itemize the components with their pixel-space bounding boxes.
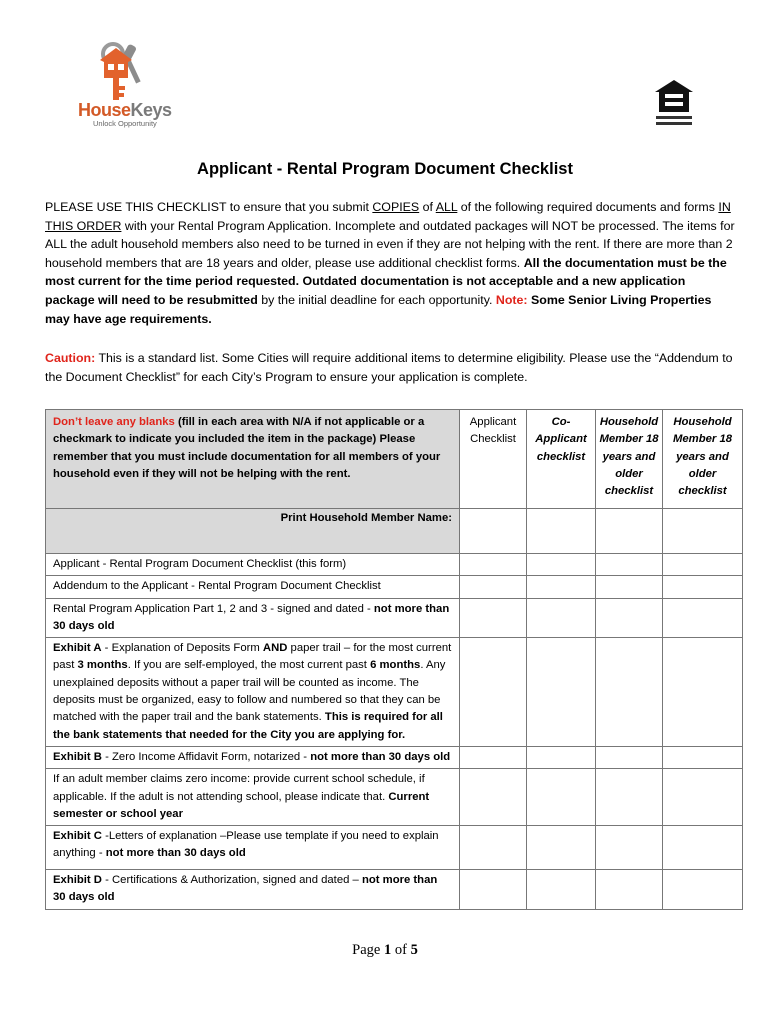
check-cell[interactable] [663, 826, 743, 870]
page-number: Page 1 of 5 [352, 942, 418, 958]
check-cell[interactable] [596, 598, 663, 638]
print-name-row [46, 509, 743, 554]
row-exhibit-b: Exhibit B - Zero Income Affidavit Form, notarized - not more than 30 days old [46, 746, 460, 768]
table-row [46, 746, 743, 768]
row-school-schedule: If an adult member claims zero income: provide current school schedule, if applicable. If the adult is not attending school, please indicate that. Current semester or school year [46, 769, 460, 826]
table-row [46, 638, 743, 747]
print-name-label: Print Household Member Name: [46, 509, 460, 554]
check-cell[interactable] [460, 826, 527, 870]
equal-housing-opportunity-icon [653, 78, 695, 128]
check-cell[interactable] [527, 870, 596, 910]
check-cell[interactable] [460, 638, 527, 747]
check-cell[interactable] [460, 870, 527, 910]
check-cell[interactable] [663, 746, 743, 768]
check-cell[interactable] [527, 638, 596, 747]
check-cell[interactable] [663, 576, 743, 598]
check-cell[interactable] [663, 769, 743, 826]
row-exhibit-a: Exhibit A - Explanation of Deposits Form AND paper trail – for the most current past 3 months. If you are self-employed, the most current past 6 months. Any unexplained deposits without a paper trail will be counted as income. The deposits must be organized, easy to follow and numbered so that they can be matched with the paper trail and the bank statements. This is required for all the bank statements that needed for the City you are applying for. [46, 638, 460, 747]
check-cell[interactable] [596, 638, 663, 747]
name-field-co-applicant[interactable] [527, 509, 596, 554]
check-cell[interactable] [527, 598, 596, 638]
check-cell[interactable] [527, 576, 596, 598]
check-cell[interactable] [663, 638, 743, 747]
row-exhibit-d: Exhibit D - Certifications & Authorization, signed and dated – not more than 30 days old [46, 870, 460, 910]
col-applicant: Applicant Checklist [460, 410, 527, 509]
check-cell[interactable] [460, 598, 527, 638]
name-field-applicant[interactable] [460, 509, 527, 554]
logo-tagline: Unlock Opportunity [93, 119, 157, 128]
check-cell[interactable] [460, 769, 527, 826]
table-row [46, 826, 743, 870]
row-addendum: Addendum to the Applicant - Rental Program Document Checklist [46, 576, 460, 598]
check-cell[interactable] [527, 769, 596, 826]
row-exhibit-c: Exhibit C -Letters of explanation –Please use template if you need to explain anything - not more than 30 days old [46, 826, 460, 870]
check-cell[interactable] [527, 826, 596, 870]
check-cell[interactable] [527, 746, 596, 768]
table-header-row [46, 410, 743, 509]
table-row [46, 870, 743, 910]
check-cell[interactable] [596, 554, 663, 576]
table-row [46, 598, 743, 638]
document-checklist-table [45, 409, 743, 910]
table-row [46, 769, 743, 826]
check-cell[interactable] [460, 554, 527, 576]
row-application: Rental Program Application Part 1, 2 and 3 - signed and dated - not more than 30 days old [46, 598, 460, 638]
row-checklist-form: Applicant - Rental Program Document Checklist (this form) [46, 554, 460, 576]
check-cell[interactable] [596, 870, 663, 910]
check-cell[interactable] [460, 576, 527, 598]
page-title: Applicant - Rental Program Document Checklist [197, 160, 573, 178]
logo-wordmark: HouseKeys [78, 100, 172, 120]
col-co-applicant: Co-Applicant checklist [527, 410, 596, 509]
check-cell[interactable] [663, 598, 743, 638]
table-row [46, 576, 743, 598]
table-instructions: Don’t leave any blanks (fill in each area with N/A if not applicable or a checkmark to indicate you included the item in the package) Please remember that you must include documentation for all members of your household even if they will not be helping with the rent. [46, 410, 460, 509]
check-cell[interactable] [596, 746, 663, 768]
check-cell[interactable] [460, 746, 527, 768]
table-row [46, 554, 743, 576]
name-field-household-1[interactable] [596, 509, 663, 554]
col-household-member-2: Household Member 18 years and older checklist [663, 410, 743, 509]
name-field-household-2[interactable] [663, 509, 743, 554]
check-cell[interactable] [527, 554, 596, 576]
check-cell[interactable] [663, 554, 743, 576]
instructions-paragraph: PLEASE USE THIS CHECKLIST to ensure that you submit COPIES of ALL of the following required documents and forms IN THIS ORDER with your Rental Program Application. Incomplete and outdated packages will NOT be processed. The items for ALL the adult household members also need to be turned in even if they are not helping with the rent. If there are more than 2 household members that are 18 years and older, please use additional checklist forms. All the documentation must be the most current for the time period requested. Outdated documentation is not acceptable and a new application package will need to be resubmitted by the initial deadline for each opportunity. Note: Some Senior Living Properties may have age requirements. [45, 200, 735, 326]
check-cell[interactable] [663, 870, 743, 910]
check-cell[interactable] [596, 576, 663, 598]
col-household-member-1: Household Member 18 years and older checklist [596, 410, 663, 509]
check-cell[interactable] [596, 826, 663, 870]
check-cell[interactable] [596, 769, 663, 826]
caution-paragraph: Caution: This is a standard list. Some Cities will require additional items to determine eligibility. Please use the “Addendum to the Document Checklist” for each City’s Program to ensure your application is complete. [45, 351, 733, 384]
